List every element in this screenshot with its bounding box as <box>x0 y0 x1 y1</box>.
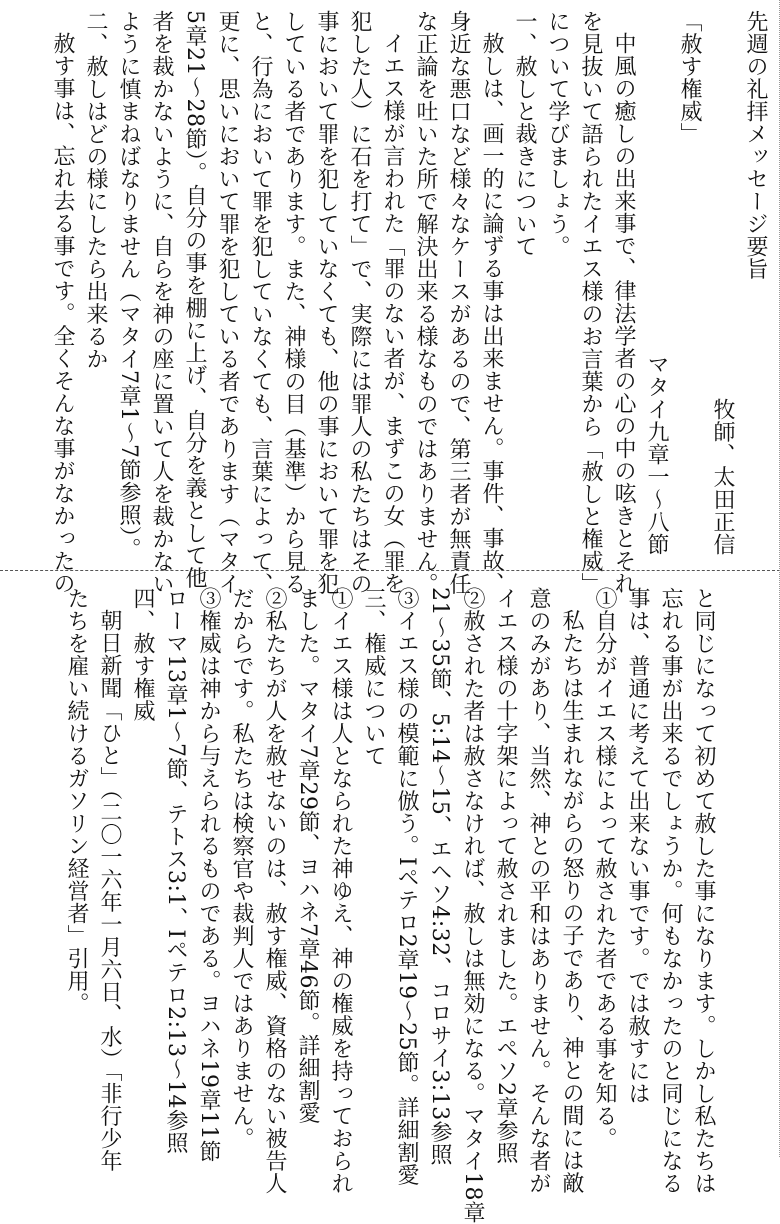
section1-line: イエス様が言われた「罪のない者が、まずこの女（罪を <box>380 32 405 595</box>
scripture-reference: マタイ九章一～八節 <box>644 352 669 555</box>
column-divider <box>0 570 780 571</box>
point-3-2: ②私たちが人を赦せないのは、赦す権威、資格のない被告人 <box>262 587 287 1195</box>
point-3-3: ③権威は神から与えられるものである。ヨハネ19章11節 <box>196 587 221 1163</box>
section2-line: と同じになって初めて赦した事になります。しかし私たちは <box>691 587 716 1195</box>
intro-line: を見抜いて語られたイエス様のお言葉から「赦しと権威」 <box>578 10 603 595</box>
section1-line: している者であります。また、神様の目（基準）から見る <box>281 10 306 595</box>
point-3-1-line: ました。マタイ7章29節、ヨハネ7章46節。詳細割愛 <box>295 587 320 1124</box>
point-2-1-line: 意のみがあり、当然、神との平和はありません。そんな者が <box>526 587 551 1195</box>
intro-line: について学びましょう。 <box>545 10 570 258</box>
bottom-column <box>60 587 720 1224</box>
section1-line: 者を裁かないように、自らを神の座に置いて人を裁かない <box>149 10 174 595</box>
section1-line: と、行為において罪を犯していなくても、言葉によって、 <box>248 10 273 595</box>
point-3-1: ①イエス様は人となられた神ゆえ、神の権威を持っておられ <box>328 587 353 1195</box>
section1-line: 事において罪を犯していなくても、他の事において罪を犯 <box>314 10 339 595</box>
section1-line: 身近な悪口など様々なケースがあるので、第三者が無責任 <box>446 10 471 595</box>
section2-heading: 二、赦しはどの様にしたら出来るか <box>83 10 108 370</box>
section2-line: 事は、普通に考えて出来ない事です。では赦すには <box>625 587 650 1105</box>
point-2-1-line: 私たちは生まれながらの怒りの子であり、神との間には敵 <box>559 609 584 1194</box>
section1-line: ように慎まねばなりません（マタイ7章1～7節参照）。 <box>116 10 141 560</box>
section1-line: 赦しは、画一的に論ずる事は出来ません。事件、事故、 <box>479 32 504 595</box>
point-2-2-line: 21～35節、5:14～15、エヘソ4:32、コロサイ3:13参照 <box>427 587 452 1166</box>
point-2-2: ②赦された者は赦さなければ、赦しは無効になる。マタイ18章 <box>460 587 485 1224</box>
byline: 牧師、太田正信 <box>710 397 735 555</box>
section2-line: 忘れる事が出来るでしょうか。何もなかったのと同じになる <box>658 587 683 1195</box>
section1-line: 5章21～28節）。自分の事を棚に上げ、自分を義として他 <box>182 10 207 589</box>
point-2-1: ①自分がイエス様によって赦された者である事を知る。 <box>592 587 617 1150</box>
section3-heading: 三、権威について <box>361 587 386 767</box>
point-3-2-line: だからです。私たちは検察官や裁判人ではありません。 <box>229 587 254 1150</box>
section4-line: たちを雇い続けるガソリン経営者」引用。 <box>64 587 89 1015</box>
section2-line: 赦す事は、忘れ去る事です。全くそんな事がなかったの <box>50 32 75 595</box>
section4-line: 朝日新聞「ひと」（二〇一六年一月六日、水）「非行少年 <box>97 609 122 1172</box>
section1-line: な正論を吐いた所で解決出来る様なものではありません。 <box>413 10 438 595</box>
section1-heading: 一、赦しと裁きについて <box>512 10 537 258</box>
point-3-3-line: ローマ13章1～7節、テトス3:1、Iペテロ2:13～14参照 <box>163 587 188 1154</box>
section4-heading: 四、赦す権威 <box>130 587 155 722</box>
point-2-3: ③イエス様の模範に倣う。Iペテロ2章19～25節。詳細割愛 <box>394 587 419 1187</box>
intro-line: 中風の癒しの出来事で、律法学者の心の中の呟きとそれ <box>611 32 636 595</box>
top-column <box>46 10 772 595</box>
section1-line: 更に、思いにおいて罪を犯している者であります（マタイ <box>215 10 240 595</box>
section1-line: 犯した人）に石を打て」で、実際には罪人の私たちはその <box>347 10 372 595</box>
heading: 先週の礼拝メッセージ要旨 <box>743 10 768 280</box>
point-2-1-line: イエス様の十字架によって赦されました。エペソ2章参照 <box>493 587 518 1164</box>
message-title: 「赦す権威」 <box>677 10 702 145</box>
